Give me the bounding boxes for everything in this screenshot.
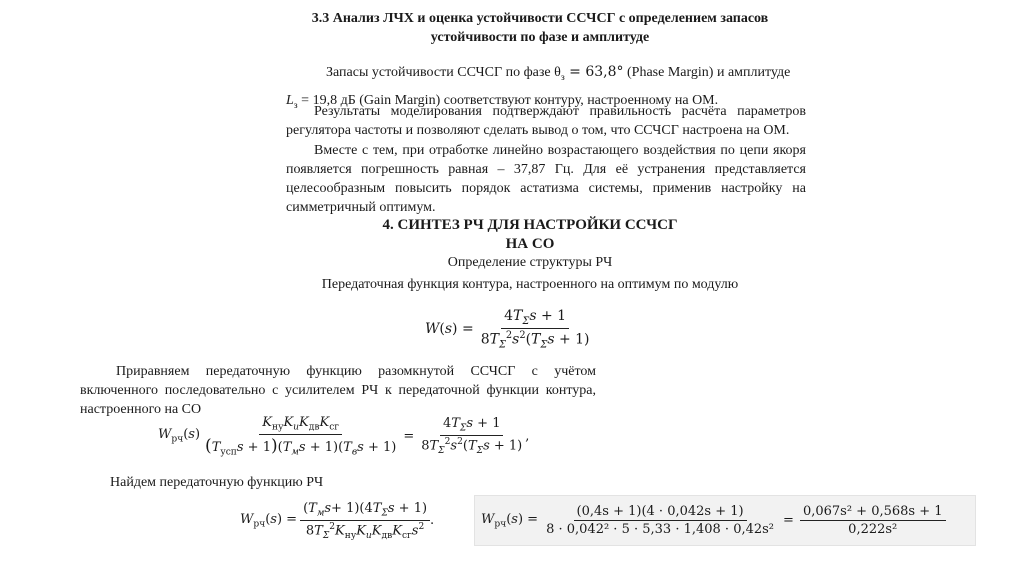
section-3-3-title (260, 9, 820, 47)
section-4-title-line1: 4. СИНТЕЗ РЧ ДЛЯ НАСТРОЙКИ ССЧСГ (382, 217, 678, 233)
result-numerator: 0,067s² + 0,568s + 1 (800, 504, 946, 521)
section-4-title-line2: НА СО (505, 236, 555, 252)
section-4-subtitle: Определение структуры РЧ (447, 255, 613, 270)
numeric-denominator: 8 · 0,042² · 5 · 5,33 · 1,408 · 0,42s² (546, 522, 775, 537)
section-4-title (300, 216, 760, 254)
margin-line-2: $L_з = 19,8$ дБ (Gain Margin) соответствуют контуру, настроенному на ОМ. (286, 92, 719, 111)
equate-paragraph: Приравняем передаточную функцию разомкнутой ССЧСГ с учётом включенного последовательно с усилителем РЧ к передаточной функции контура, настроенного на СО (80, 364, 596, 417)
simulation-results-paragraph: Результаты моделирования подтверждают правильность расчёта параметров регулятора частоты и позволяют сделать вывод о том, что ССЧСГ настроена на ОМ. (286, 104, 806, 138)
section-3-3-title-line2: устойчивости по фазе и амплитуде (430, 30, 650, 45)
formula-wrch-derived: $W_{рч}(s)$ = $\frac{(T_мs+ 1)(4T_\Sigma s + 1)}{8T_\Sigma^2K_{ну}K_uK_{дв}K_{сг}s^2}$ . (240, 501, 435, 541)
formula-wrch-equation: $W_{рч}(s)$ $\frac{K_{ну}K_uK_{дв}K_{сг}}{(T_{усп}s + 1)(T_мs + 1)(T_вs + 1)}$ = $\frac{4T_\Sigma s + 1}{8T_\Sigma^2s^2(T_\Sigma s + 1)}$ , (158, 415, 530, 458)
astatism-paragraph: Вместе с тем, при отработке линейно возрастающего воздействия по цепи якоря появляется погрешность равная – 37,87 Гц. Для её устранения представляется целесообразным повысить порядок астатизма системы, применив настройку на симметричный оптимум. (286, 143, 806, 215)
margin-line-1: Запасы устойчивости ССЧСГ по фазе $\theta_з = 63,8^\circ$ (Phase Margin) и амплитуде (326, 64, 791, 83)
result-denominator: 0,222s² (848, 522, 898, 537)
numeric-formula-box: $W_{рч}(s)$ = $\frac{(0,4s + 1)(4 \cdot 0,042s + 1)}{\text{8 · 0,042² · 5 · 5,33 · 1,408 · 0,42s²}}$ = $\frac{\text{0,067s² + 0,568s + 1}}{\text{0,222s²}}$ (474, 495, 976, 546)
section-3-3-title-line1: 3.3 Анализ ЛЧХ и оценка устойчивости ССЧСГ с определением запасов (311, 11, 769, 26)
find-transfer-function-label: Найдем передаточную функцию РЧ (110, 475, 324, 490)
numeric-numerator: (0,4s + 1)(4 · 0,042s + 1) (574, 504, 747, 521)
formula-w-s: W(s) = $\frac{4T_\Sigma s + 1}{8T_\Sigma^2s^2(T_\Sigma s + 1)}$ (425, 308, 590, 351)
section-4-intro: Передаточная функция контура, настроенного на оптимум по модулю (321, 277, 739, 292)
